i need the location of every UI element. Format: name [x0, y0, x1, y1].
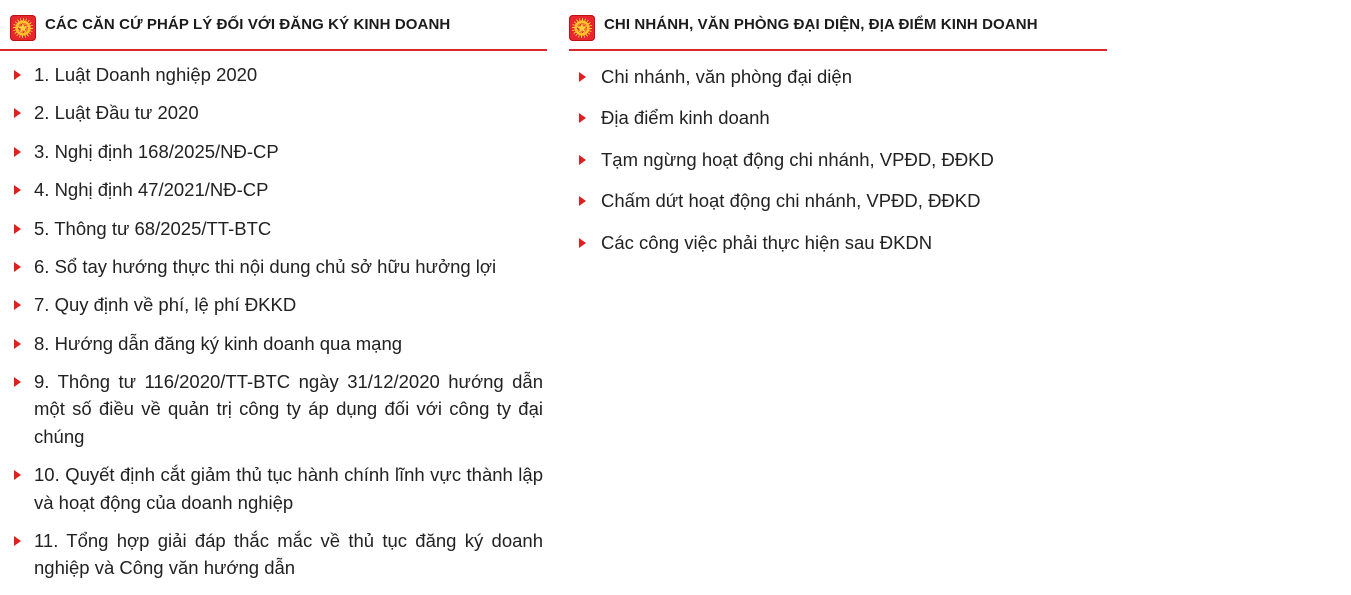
legal-basis-panel — [0, 0, 547, 593]
list-item[interactable] — [577, 63, 1103, 90]
arrow-right-icon — [14, 147, 21, 157]
branch-office-panel — [547, 0, 1107, 270]
arrow-right-icon — [579, 72, 586, 82]
arrow-right-icon — [14, 470, 21, 480]
list-item[interactable] — [577, 187, 1103, 214]
vietnam-emblem-icon — [10, 15, 36, 41]
list-item-label: 1. Luật Doanh nghiệp 2020 — [34, 64, 258, 85]
list-item-label: 2. Luật Đầu tư 2020 — [34, 102, 199, 124]
list-item[interactable] — [10, 215, 543, 242]
arrow-right-icon — [579, 238, 586, 248]
legal-basis-header — [0, 0, 547, 51]
vietnam-emblem-icon — [569, 15, 595, 41]
arrow-right-icon — [14, 536, 21, 546]
list-item[interactable] — [10, 61, 543, 88]
list-item-label: 5. Thông tư 68/2025/TT-BTC — [34, 217, 272, 239]
list-item-label: 11. Tổng hợp giải đáp thắc mắc về thủ tục đăng ký doanh nghiệp và Công văn hướng dẫn — [34, 529, 543, 579]
list-item-label: 6. Sổ tay hướng thực thi nội dung chủ sở hữu hưởng lợi — [34, 255, 497, 277]
list-item-label: Các công việc phải thực hiện sau ĐKDN — [601, 231, 933, 253]
list-item-label: Chấm dứt hoạt động chi nhánh, VPĐD, ĐĐKD — [601, 190, 981, 212]
list-item-label: 3. Nghị định 168/2025/NĐ-CP — [34, 140, 279, 162]
arrow-right-icon — [579, 155, 586, 165]
list-item[interactable] — [577, 146, 1103, 173]
list-item-label: 8. Hướng dẫn đăng ký kinh doanh qua mạng — [34, 332, 403, 354]
arrow-right-icon — [14, 185, 21, 195]
arrow-right-icon — [14, 70, 21, 80]
emblem-star-shape — [18, 23, 29, 34]
legal-basis-title: CÁC CĂN CỨ PHÁP LÝ ĐỐI VỚI ĐĂNG KÝ KINH DOANH — [45, 16, 451, 33]
list-item[interactable] — [10, 461, 543, 516]
list-item[interactable] — [577, 229, 1103, 256]
branch-office-header — [569, 0, 1107, 51]
list-item[interactable] — [10, 176, 543, 203]
branch-office-list — [569, 51, 1107, 256]
emblem-star-shape — [577, 23, 588, 34]
list-item-label: Chi nhánh, văn phòng đại diện — [601, 66, 852, 87]
list-item[interactable] — [10, 291, 543, 318]
legal-basis-list — [0, 51, 547, 582]
list-item[interactable] — [10, 99, 543, 126]
arrow-right-icon — [14, 339, 21, 349]
arrow-right-icon — [579, 196, 586, 206]
branch-office-title: CHI NHÁNH, VĂN PHÒNG ĐẠI DIỆN, ĐỊA ĐIỂM KINH DOANH — [604, 16, 1038, 33]
list-item[interactable] — [10, 368, 543, 450]
list-item[interactable] — [10, 527, 543, 582]
arrow-right-icon — [14, 108, 21, 118]
list-item-label: 4. Nghị định 47/2021/NĐ-CP — [34, 179, 269, 201]
list-item-label: Địa điểm kinh doanh — [601, 107, 770, 129]
list-item[interactable] — [10, 253, 543, 280]
list-item-label: 7. Quy định về phí, lệ phí ĐKKD — [34, 294, 297, 316]
arrow-right-icon — [14, 300, 21, 310]
list-item-label: 10. Quyết định cắt giảm thủ tục hành chính lĩnh vực thành lập và hoạt động của doanh nghiệp — [34, 464, 543, 513]
arrow-right-icon — [14, 377, 21, 387]
list-item[interactable] — [10, 138, 543, 165]
list-item-label: 9. Thông tư 116/2020/TT-BTC ngày 31/12/2020 hướng dẫn một số điều về quản trị công ty áp dụng đối với công ty đại chúng — [34, 371, 543, 447]
list-item[interactable] — [10, 330, 543, 357]
arrow-right-icon — [579, 113, 586, 123]
arrow-right-icon — [14, 262, 21, 272]
list-item-label: Tạm ngừng hoạt động chi nhánh, VPĐD, ĐĐKD — [601, 148, 994, 170]
list-item[interactable] — [577, 104, 1103, 131]
arrow-right-icon — [14, 224, 21, 234]
